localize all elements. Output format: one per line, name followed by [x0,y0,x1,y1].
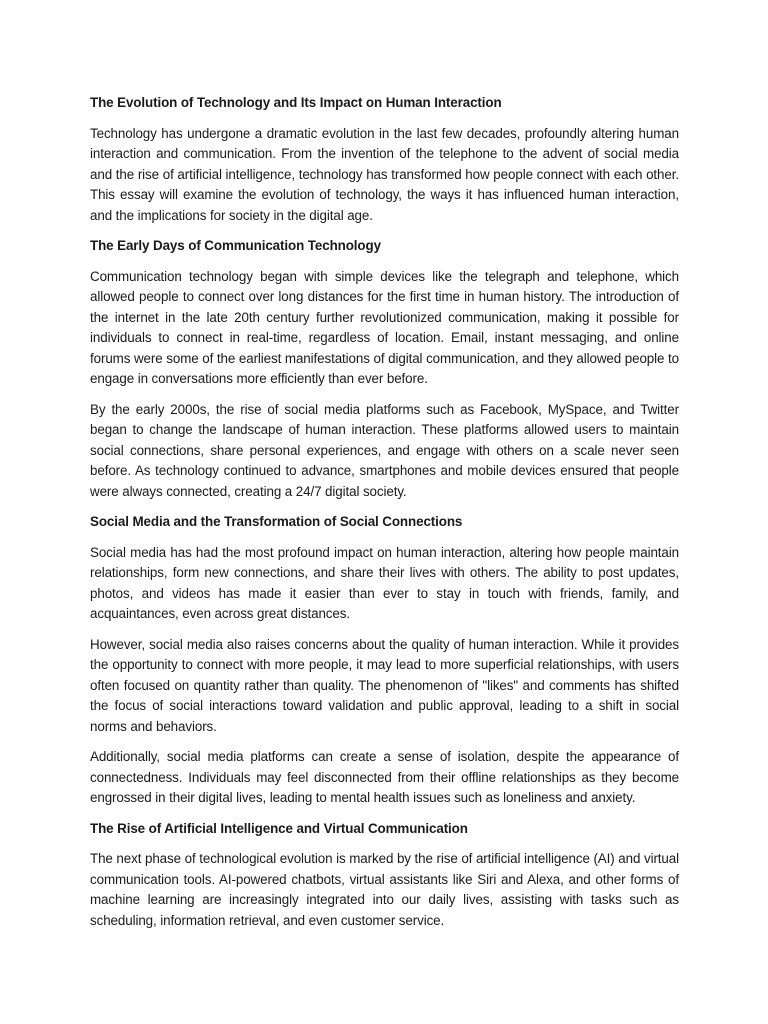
paragraph: By the early 2000s, the rise of social media platforms such as Facebook, MySpace, and Twitter began to change the landscape of human interaction. These platforms allowed users to maintain social connections, share personal experiences, and engage with others on a scale never seen before. As technology continued to advance, smartphones and mobile devices ensured that people were always connected, creating a 24/7 digital society. [90,401,679,499]
paragraph: Additionally, social media platforms can create a sense of isolation, despite the appearance of connectedness. Individuals may feel disconnected from their offline relationships as they become engrossed in their digital lives, leading to mental health issues such as loneliness and anxiety. [90,749,679,805]
paragraph: The next phase of technological evolution is marked by the rise of artificial intelligence (AI) and virtual communication tools. AI-powered chatbots, virtual assistants like Siri and Alexa, and other forms of machine learning are increasingly integrated into our daily lives, assisting with tasks such as scheduling, information retrieval, and even customer service. [90,851,679,928]
intro-paragraph: Technology has undergone a dramatic evolution in the last few decades, profoundly altering human interaction and communication. From the invention of the telephone to the advent of social media and the rise of artificial intelligence, technology has transformed how people connect with each other. This essay will examine the evolution of technology, the ways it has influenced human interaction, and the implications for society in the digital age. [90,125,679,223]
paragraph: However, social media also raises concerns about the quality of human interaction. While it provides the opportunity to connect with more people, it may lead to more superficial relationships, with users often focused on quantity rather than quality. The phenomenon of "likes" and comments has shifted the focus of social interactions toward validation and public approval, leading to a shift in social norms and behaviors. [90,636,679,734]
section-heading: The Rise of Artificial Intelligence and Virtual Communication [90,820,468,836]
paragraph: Communication technology began with simple devices like the telegraph and telephone, which allowed people to connect over long distances for the first time in human history. The introduction of the internet in the late 20th century further revolutionized communication, making it possible for individuals to connect in real-time, regardless of location. Email, instant messaging, and online forums were some of the earliest manifestations of digital communication, and they allowed people to engage in conversations more efficiently than ever before. [90,268,679,386]
section-heading: The Early Days of Communication Technology [90,238,381,253]
section-heading: Social Media and the Transformation of Social Connections [90,514,463,529]
document-title: The Evolution of Technology and Its Impact on Human Interaction [90,95,502,110]
paragraph: Social media has had the most profound impact on human interaction, altering how people maintain relationships, form new connections, and share their lives with others. The ability to post updates, photos, and videos has made it easier than ever to stay in touch with friends, family, and acquaintances, even across great distances. [90,544,679,621]
